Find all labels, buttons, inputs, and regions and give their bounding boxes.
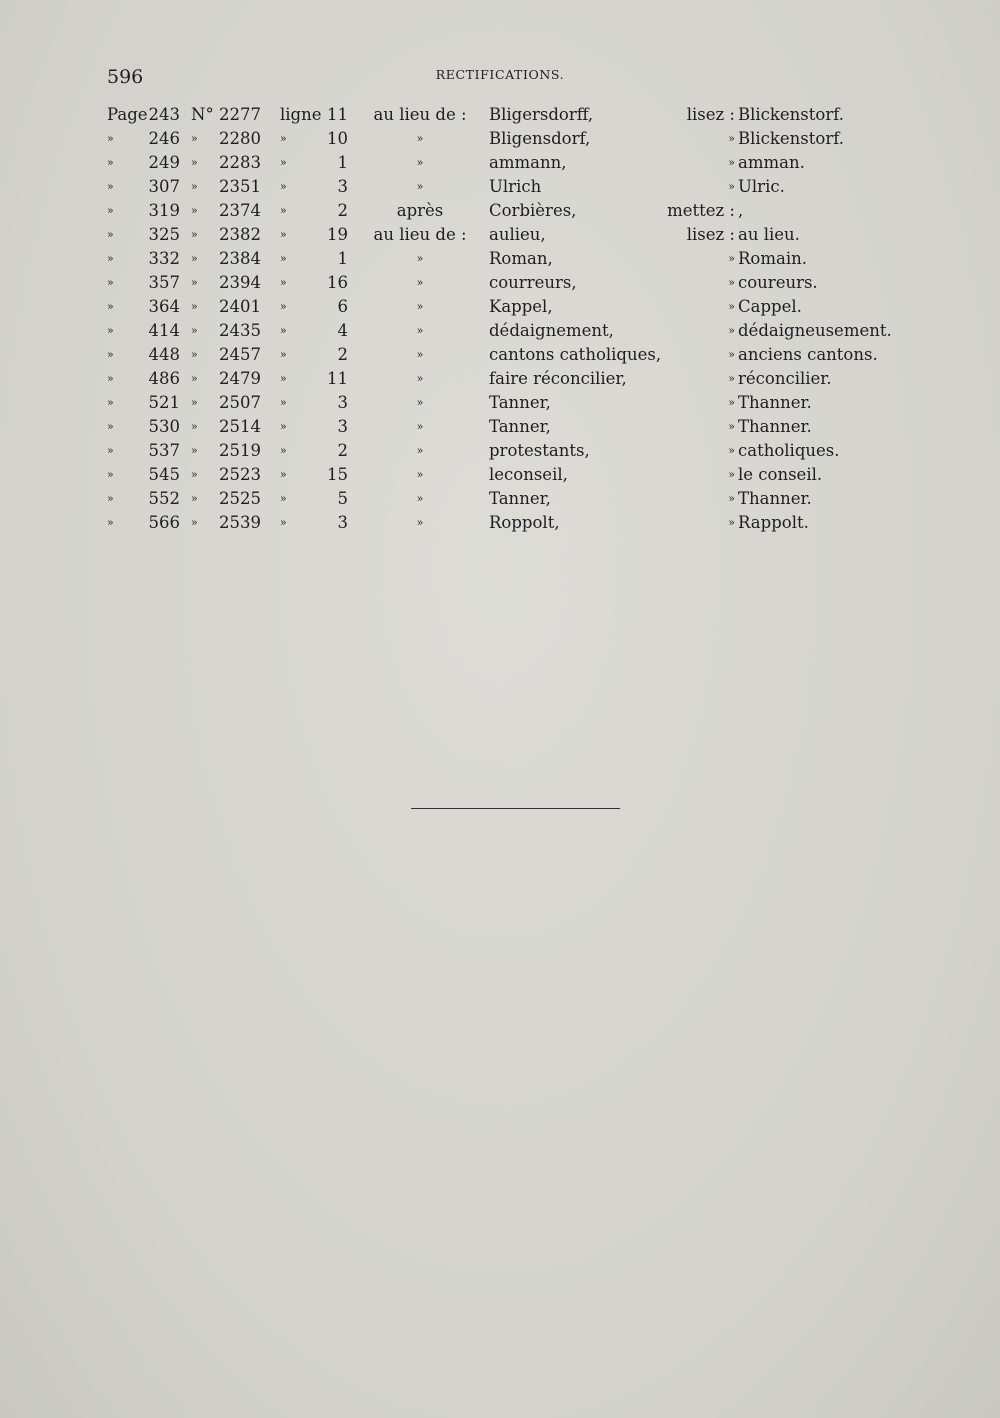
erroneous-text: protestants, bbox=[489, 441, 590, 460]
instruction: au lieu de : bbox=[373, 105, 467, 124]
correction-instruction: lisez : bbox=[686, 225, 735, 244]
line-ref: 3 bbox=[337, 417, 348, 436]
errata-row bbox=[0, 271, 1000, 295]
page-ref: 246 bbox=[148, 129, 180, 148]
number-ref: 2457 bbox=[219, 345, 261, 364]
erroneous-text: Bligensdorf, bbox=[489, 129, 591, 148]
line-label: » bbox=[280, 276, 287, 289]
correction-instruction: » bbox=[728, 468, 735, 481]
corrected-text: Thanner. bbox=[738, 393, 812, 412]
line-ref: 1 bbox=[337, 249, 348, 268]
page-label: » bbox=[107, 180, 114, 193]
instruction: » bbox=[416, 132, 424, 145]
line-ref: 3 bbox=[337, 177, 348, 196]
line-label: » bbox=[280, 348, 287, 361]
page-ref: 448 bbox=[148, 345, 180, 364]
page-ref: 319 bbox=[148, 201, 180, 220]
instruction: » bbox=[416, 492, 424, 505]
corrected-text: dédaigneusement. bbox=[738, 321, 892, 340]
correction-instruction: mettez : bbox=[667, 201, 735, 220]
correction-instruction: » bbox=[728, 372, 735, 385]
number-ref: 2519 bbox=[219, 441, 261, 460]
errata-row bbox=[0, 223, 1000, 247]
page-ref: 357 bbox=[148, 273, 180, 292]
correction-instruction: » bbox=[728, 276, 735, 289]
instruction: après bbox=[396, 201, 444, 220]
line-label: » bbox=[280, 300, 287, 313]
page-label: » bbox=[107, 156, 114, 169]
page-label: » bbox=[107, 444, 114, 457]
correction-instruction: lisez : bbox=[686, 105, 735, 124]
line-label: » bbox=[280, 468, 287, 481]
instruction: » bbox=[416, 372, 424, 385]
number-label: » bbox=[191, 228, 198, 241]
erroneous-text: Tanner, bbox=[489, 417, 551, 436]
running-title: RECTIFICATIONS. bbox=[435, 67, 565, 82]
line-ref: 11 bbox=[327, 369, 348, 388]
corrected-text: coureurs. bbox=[738, 273, 818, 292]
page-label: » bbox=[107, 396, 114, 409]
correction-instruction: » bbox=[728, 348, 735, 361]
corrected-text: catholiques. bbox=[738, 441, 840, 460]
corrected-text: Thanner. bbox=[738, 489, 812, 508]
erroneous-text: leconseil, bbox=[489, 465, 568, 484]
number-label: » bbox=[191, 396, 198, 409]
line-ref: 4 bbox=[337, 321, 348, 340]
instruction: » bbox=[416, 252, 424, 265]
corrected-text: Blickenstorf. bbox=[738, 129, 844, 148]
line-label: » bbox=[280, 324, 287, 337]
number-label: » bbox=[191, 180, 198, 193]
number-ref: 2539 bbox=[219, 513, 261, 532]
number-ref: 2384 bbox=[219, 249, 261, 268]
number-label: N° bbox=[191, 105, 214, 124]
page-ref: 332 bbox=[148, 249, 180, 268]
number-ref: 2283 bbox=[219, 153, 261, 172]
page-ref: 414 bbox=[148, 321, 180, 340]
errata-row bbox=[0, 487, 1000, 511]
errata-row bbox=[0, 391, 1000, 415]
number-label: » bbox=[191, 276, 198, 289]
page-label: » bbox=[107, 300, 114, 313]
errata-row bbox=[0, 295, 1000, 319]
instruction: » bbox=[416, 444, 424, 457]
number-ref: 2435 bbox=[219, 321, 261, 340]
number-ref: 2523 bbox=[219, 465, 261, 484]
corrected-text: Romain. bbox=[738, 249, 807, 268]
number-label: » bbox=[191, 132, 198, 145]
line-ref: 19 bbox=[327, 225, 348, 244]
corrected-text: Blickenstorf. bbox=[738, 105, 844, 124]
erroneous-text: Tanner, bbox=[489, 393, 551, 412]
page-label: » bbox=[107, 372, 114, 385]
erroneous-text: Roman, bbox=[489, 249, 553, 268]
erroneous-text: aulieu, bbox=[489, 225, 546, 244]
line-ref: 11 bbox=[327, 105, 348, 124]
page-ref: 552 bbox=[148, 489, 180, 508]
page-ref: 537 bbox=[148, 441, 180, 460]
number-ref: 2351 bbox=[219, 177, 261, 196]
number-ref: 2394 bbox=[219, 273, 261, 292]
number-label: » bbox=[191, 420, 198, 433]
page-ref: 325 bbox=[148, 225, 180, 244]
corrected-text: Cappel. bbox=[738, 297, 802, 316]
line-label: » bbox=[280, 492, 287, 505]
instruction: » bbox=[416, 156, 424, 169]
errata-row bbox=[0, 367, 1000, 391]
line-ref: 6 bbox=[337, 297, 348, 316]
correction-instruction: » bbox=[728, 180, 735, 193]
errata-row bbox=[0, 415, 1000, 439]
number-label: » bbox=[191, 372, 198, 385]
corrected-text: Thanner. bbox=[738, 417, 812, 436]
errata-row bbox=[0, 199, 1000, 223]
page-label: » bbox=[107, 420, 114, 433]
line-label: » bbox=[280, 204, 287, 217]
page-label: » bbox=[107, 204, 114, 217]
number-label: » bbox=[191, 468, 198, 481]
errata-row bbox=[0, 343, 1000, 367]
erroneous-text: Bligersdorff, bbox=[489, 105, 594, 124]
errata-table bbox=[0, 103, 1000, 535]
page-ref: 243 bbox=[148, 105, 180, 124]
correction-instruction: » bbox=[728, 252, 735, 265]
page-ref: 249 bbox=[148, 153, 180, 172]
line-label: » bbox=[280, 156, 287, 169]
line-label: » bbox=[280, 228, 287, 241]
page-label: » bbox=[107, 468, 114, 481]
errata-row bbox=[0, 439, 1000, 463]
page-label: » bbox=[107, 348, 114, 361]
corrected-text: , bbox=[738, 201, 744, 220]
number-label: » bbox=[191, 516, 198, 529]
number-ref: 2514 bbox=[219, 417, 261, 436]
page-label: » bbox=[107, 252, 114, 265]
number-label: » bbox=[191, 204, 198, 217]
correction-instruction: » bbox=[728, 156, 735, 169]
correction-instruction: » bbox=[728, 420, 735, 433]
line-label: » bbox=[280, 252, 287, 265]
corrected-text: Ulric. bbox=[738, 177, 785, 196]
line-ref: 1 bbox=[337, 153, 348, 172]
number-ref: 2374 bbox=[219, 201, 261, 220]
errata-row bbox=[0, 319, 1000, 343]
corrected-text: réconcilier. bbox=[738, 369, 832, 388]
closing-rule bbox=[411, 808, 620, 809]
line-ref: 2 bbox=[337, 441, 348, 460]
erroneous-text: ammann, bbox=[489, 153, 567, 172]
line-ref: 2 bbox=[337, 201, 348, 220]
line-ref: 2 bbox=[337, 345, 348, 364]
correction-instruction: » bbox=[728, 132, 735, 145]
instruction: » bbox=[416, 300, 424, 313]
corrected-text: au lieu. bbox=[738, 225, 800, 244]
page-ref: 364 bbox=[148, 297, 180, 316]
correction-instruction: » bbox=[728, 324, 735, 337]
erroneous-text: Corbières, bbox=[489, 201, 577, 220]
corrected-text: Rappolt. bbox=[738, 513, 809, 532]
corrected-text: amman. bbox=[738, 153, 805, 172]
line-ref: 16 bbox=[327, 273, 348, 292]
erroneous-text: dédaignement, bbox=[489, 321, 614, 340]
line-ref: 3 bbox=[337, 513, 348, 532]
errata-row bbox=[0, 175, 1000, 199]
correction-instruction: » bbox=[728, 492, 735, 505]
number-ref: 2280 bbox=[219, 129, 261, 148]
page-label: » bbox=[107, 516, 114, 529]
number-label: » bbox=[191, 348, 198, 361]
page-ref: 530 bbox=[148, 417, 180, 436]
line-label: » bbox=[280, 180, 287, 193]
instruction: » bbox=[416, 468, 424, 481]
page-ref: 566 bbox=[148, 513, 180, 532]
errata-row bbox=[0, 103, 1000, 127]
errata-row bbox=[0, 247, 1000, 271]
errata-row bbox=[0, 463, 1000, 487]
corrected-text: le conseil. bbox=[738, 465, 823, 484]
page-ref: 307 bbox=[148, 177, 180, 196]
number-label: » bbox=[191, 492, 198, 505]
correction-instruction: » bbox=[728, 300, 735, 313]
page-label: » bbox=[107, 132, 114, 145]
number-ref: 2479 bbox=[219, 369, 261, 388]
errata-row bbox=[0, 511, 1000, 535]
erroneous-text: Ulrich bbox=[489, 177, 542, 196]
page-label: » bbox=[107, 492, 114, 505]
corrected-text: anciens cantons. bbox=[738, 345, 878, 364]
correction-instruction: » bbox=[728, 444, 735, 457]
instruction: » bbox=[416, 348, 424, 361]
erroneous-text: courreurs, bbox=[489, 273, 577, 292]
line-label: » bbox=[280, 444, 287, 457]
number-ref: 2382 bbox=[219, 225, 261, 244]
instruction: » bbox=[416, 180, 424, 193]
number-ref: 2525 bbox=[219, 489, 261, 508]
line-ref: 5 bbox=[337, 489, 348, 508]
erroneous-text: Roppolt, bbox=[489, 513, 560, 532]
page-number: 596 bbox=[107, 66, 144, 88]
number-ref: 2401 bbox=[219, 297, 261, 316]
number-ref: 2277 bbox=[219, 105, 261, 124]
page-label: » bbox=[107, 228, 114, 241]
number-label: » bbox=[191, 324, 198, 337]
erroneous-text: faire réconcilier, bbox=[489, 369, 627, 388]
page-ref: 545 bbox=[148, 465, 180, 484]
line-ref: 10 bbox=[327, 129, 348, 148]
erroneous-text: Tanner, bbox=[489, 489, 551, 508]
number-label: » bbox=[191, 156, 198, 169]
instruction: » bbox=[416, 396, 424, 409]
correction-instruction: » bbox=[728, 396, 735, 409]
line-label: ligne bbox=[280, 105, 322, 124]
line-ref: 3 bbox=[337, 393, 348, 412]
errata-row bbox=[0, 151, 1000, 175]
page-label: » bbox=[107, 324, 114, 337]
erroneous-text: cantons catholiques, bbox=[489, 345, 662, 364]
instruction: » bbox=[416, 516, 424, 529]
instruction: » bbox=[416, 324, 424, 337]
page-ref: 486 bbox=[148, 369, 180, 388]
page-ref: 521 bbox=[148, 393, 180, 412]
instruction: » bbox=[416, 420, 424, 433]
number-label: » bbox=[191, 300, 198, 313]
number-label: » bbox=[191, 252, 198, 265]
line-label: » bbox=[280, 132, 287, 145]
line-label: » bbox=[280, 372, 287, 385]
correction-instruction: » bbox=[728, 516, 735, 529]
erroneous-text: Kappel, bbox=[489, 297, 553, 316]
page-label: » bbox=[107, 276, 114, 289]
instruction: au lieu de : bbox=[373, 225, 467, 244]
line-label: » bbox=[280, 420, 287, 433]
line-label: » bbox=[280, 396, 287, 409]
instruction: » bbox=[416, 276, 424, 289]
number-label: » bbox=[191, 444, 198, 457]
line-ref: 15 bbox=[327, 465, 348, 484]
page-label: Page bbox=[107, 105, 148, 124]
line-label: » bbox=[280, 516, 287, 529]
errata-row bbox=[0, 127, 1000, 151]
number-ref: 2507 bbox=[219, 393, 261, 412]
